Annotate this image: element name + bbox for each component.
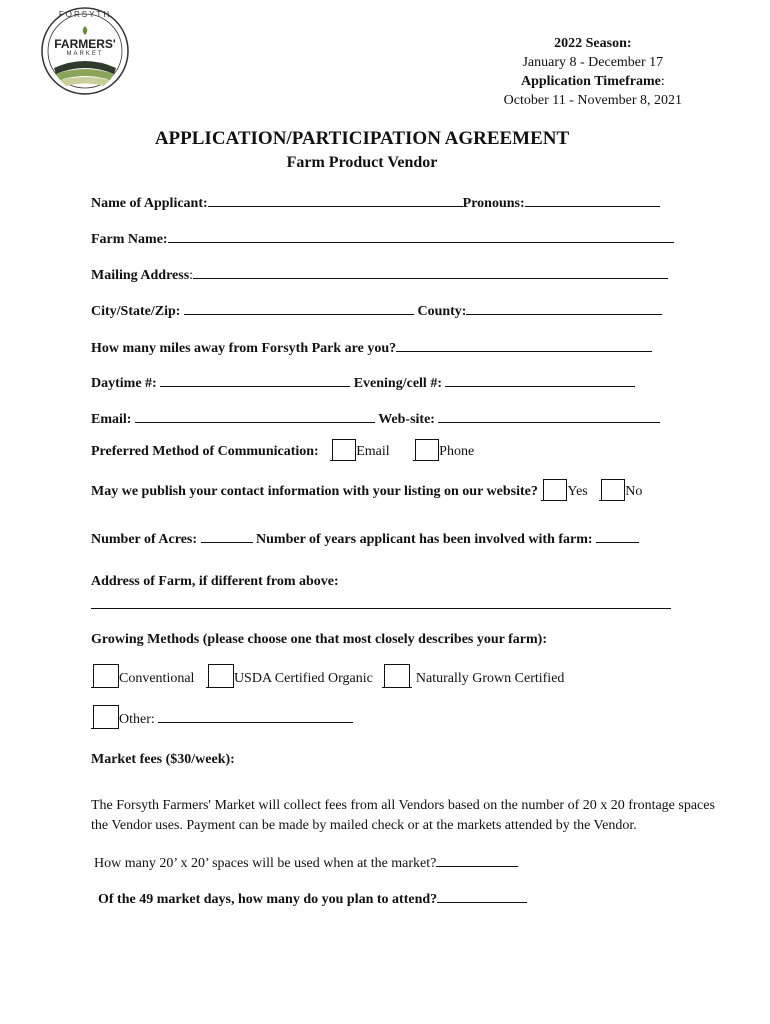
evening-field[interactable]: [445, 373, 635, 387]
years-field[interactable]: [596, 529, 639, 543]
farm-address-label: Address of Farm, if different from above:: [91, 574, 339, 589]
logo-top-text: FORSYTH: [58, 10, 112, 19]
city-row: [91, 301, 662, 320]
publish-yes-checkbox[interactable]: [541, 484, 567, 501]
phone-option-label: Phone: [439, 444, 475, 459]
communication-label: Preferred Method of Communication:: [91, 444, 319, 459]
organic-label: USDA Certified Organic: [233, 671, 373, 686]
growing-methods-label: Growing Methods (please choose one that most closely describes your farm):: [91, 632, 547, 647]
phone-row: [91, 373, 635, 392]
evening-label: Evening/cell #:: [353, 376, 442, 391]
farm-address-row: [91, 574, 339, 590]
email-label: Email:: [91, 412, 132, 427]
growing-options-row: [91, 671, 564, 688]
days-question: Of the 49 market days, how many do you plan to attend?: [98, 892, 438, 907]
conventional-label: Conventional: [119, 671, 195, 686]
mailing-address-label: Mailing Address: [91, 268, 190, 283]
daytime-field[interactable]: [160, 373, 350, 387]
days-field[interactable]: [437, 889, 527, 903]
spaces-field[interactable]: [436, 853, 518, 867]
growing-methods-row: [91, 632, 547, 648]
farm-name-field[interactable]: [168, 229, 674, 243]
mailing-address-field[interactable]: [193, 265, 668, 279]
mailing-row: [91, 265, 668, 284]
miles-row: [91, 338, 652, 357]
daytime-label: Daytime #:: [91, 376, 157, 391]
other-row: [91, 709, 353, 729]
logo-main-text: FARMERS': [54, 37, 116, 51]
organic-checkbox[interactable]: [206, 671, 234, 688]
email-option-label: Email: [356, 444, 390, 459]
naturally-grown-checkbox[interactable]: [382, 671, 412, 688]
publish-no-checkbox[interactable]: [599, 484, 625, 501]
pronouns-field[interactable]: [525, 193, 660, 207]
timeframe-dates: October 11 - November 8, 2021: [503, 93, 682, 108]
farm-name-row: [91, 229, 674, 248]
miles-field[interactable]: [396, 338, 652, 352]
other-field[interactable]: [158, 709, 353, 723]
timeframe-label: Application Timeframe: [520, 74, 661, 89]
logo-sub-text: MARKET: [66, 51, 104, 57]
other-label: Other:: [119, 712, 155, 727]
acres-row: [91, 529, 639, 548]
timeframe-colon: :: [660, 74, 665, 89]
page-title: APPLICATION/PARTICIPATION AGREEMENT: [154, 128, 570, 149]
city-field[interactable]: [184, 301, 414, 315]
fees-row: [91, 752, 235, 768]
city-label: City/State/Zip:: [91, 304, 181, 319]
email-row: [91, 409, 660, 428]
county-label: County:: [417, 304, 467, 319]
name-label: Name of Applicant:: [91, 196, 208, 211]
publish-label: May we publish your contact information with your listing on our website?: [91, 484, 538, 499]
miles-label: How many miles away from Forsyth Park are you?: [91, 341, 397, 356]
season-label: 2022 Season:: [554, 36, 632, 51]
name-field[interactable]: [208, 193, 463, 207]
pronouns-label: Pronouns:: [462, 196, 525, 211]
publish-no-label: No: [625, 484, 643, 499]
page-subtitle: Farm Product Vendor: [286, 154, 438, 171]
acres-field[interactable]: [201, 529, 253, 543]
publish-yes-label: Yes: [567, 484, 588, 499]
email-field[interactable]: [135, 409, 375, 423]
farm-name-label: Farm Name:: [91, 232, 168, 247]
phone-checkbox[interactable]: [413, 444, 439, 461]
season-dates: January 8 - December 17: [522, 55, 664, 70]
email-checkbox[interactable]: [330, 444, 356, 461]
acres-label: Number of Acres:: [91, 532, 198, 547]
fees-paragraph: The Forsyth Farmers' Market will collect fees from all Vendors based on the number of 20 x 20 frontage spaces the Vendor uses. Payment can be made by mailed check or at the markets attended by the Vendor.: [91, 798, 715, 833]
farm-address-field[interactable]: [91, 595, 671, 609]
mailing-colon: :: [189, 268, 194, 283]
other-checkbox[interactable]: [91, 712, 119, 729]
fees-label: Market fees ($30/week):: [91, 752, 235, 767]
county-field[interactable]: [466, 301, 662, 315]
communication-row: [91, 444, 474, 461]
season-info: [504, 34, 682, 110]
days-row: [98, 889, 527, 908]
naturally-grown-label: Naturally Grown Certified: [415, 671, 565, 686]
conventional-checkbox[interactable]: [91, 671, 119, 688]
website-label: Web-site:: [378, 412, 435, 427]
years-label: Number of years applicant has been involved with farm:: [256, 532, 593, 547]
website-field[interactable]: [438, 409, 660, 423]
publish-row: [91, 484, 642, 501]
forsyth-farmers-market-logo: [40, 6, 130, 96]
spaces-question: How many 20’ x 20’ spaces will be used when at the market?: [94, 856, 437, 871]
spaces-row: [94, 853, 518, 872]
name-row: [91, 193, 660, 212]
